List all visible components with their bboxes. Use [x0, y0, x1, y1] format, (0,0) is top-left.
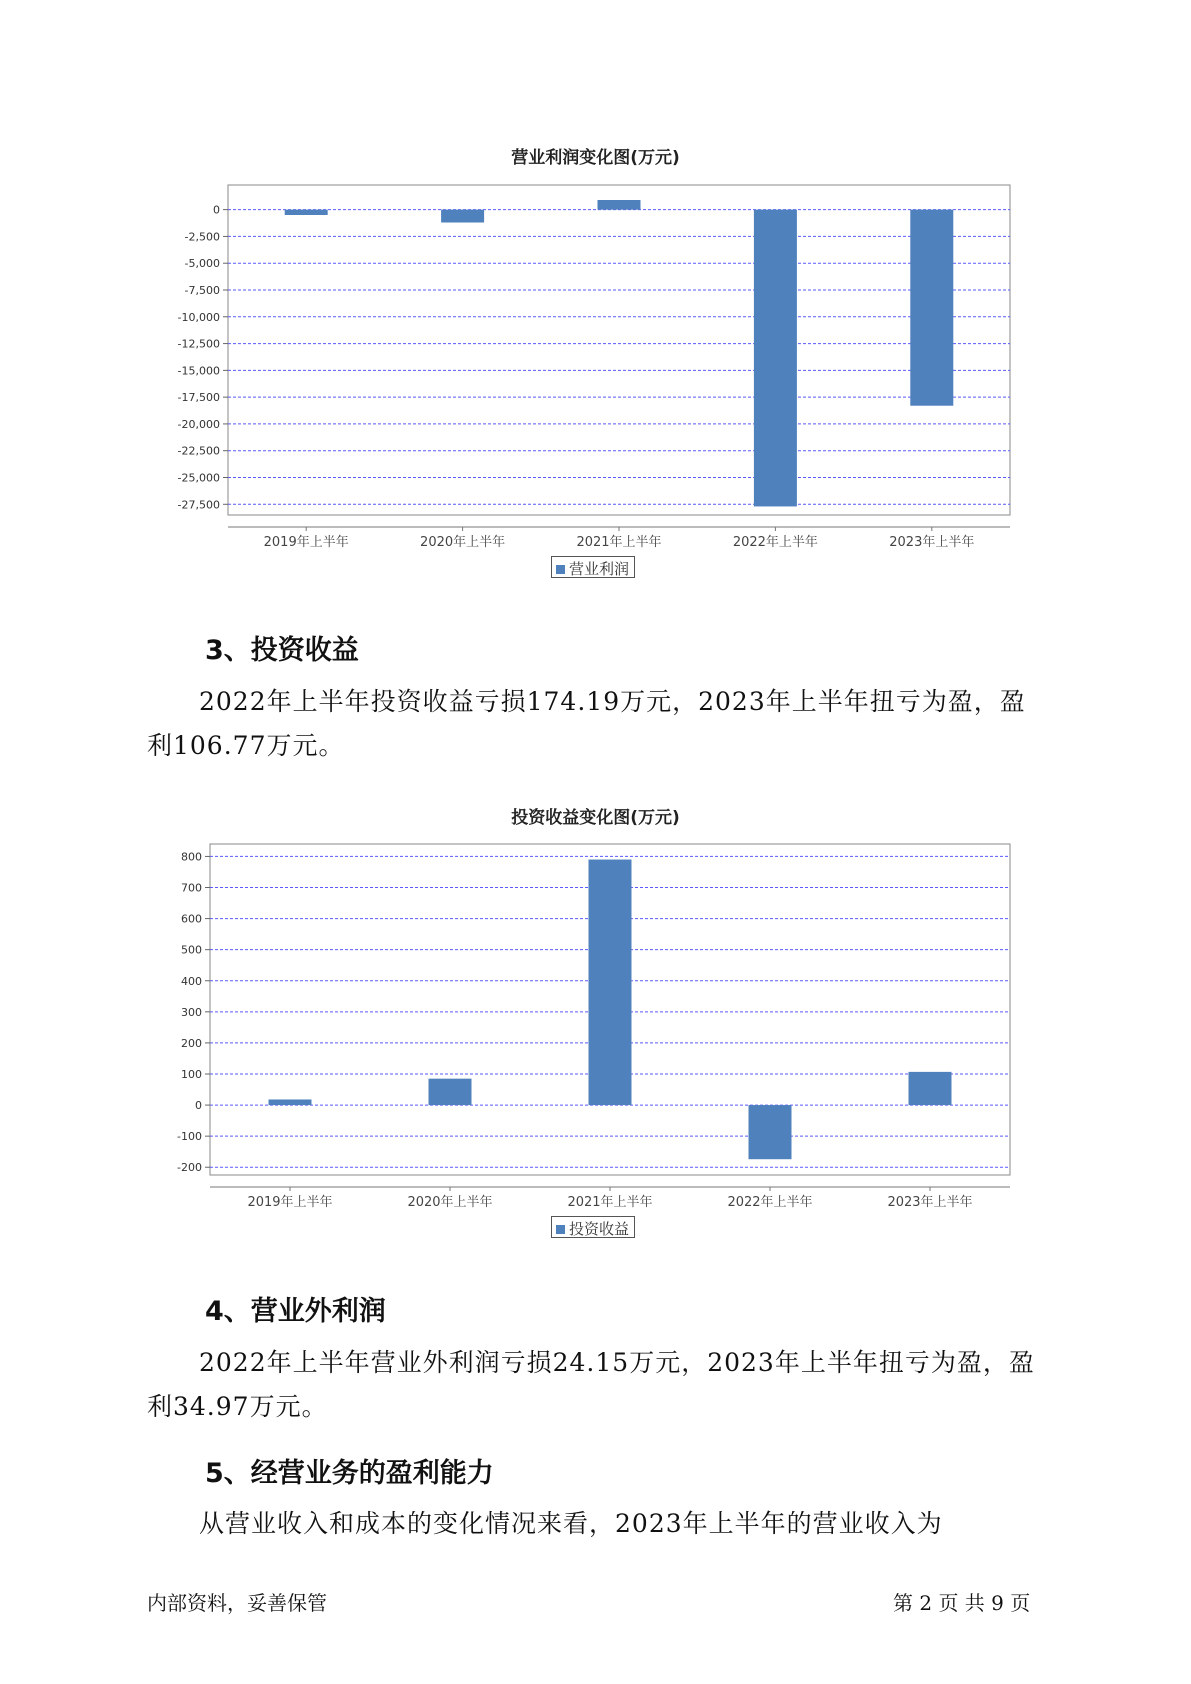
- invest-bar: [429, 1079, 472, 1105]
- profit-x-tick-label: 2020年上半年: [420, 535, 506, 550]
- profit-y-tick-label: -15,000: [177, 364, 220, 378]
- invest-y-tick-label: 100: [181, 1067, 202, 1081]
- invest-bar: [589, 860, 632, 1106]
- invest-y-tick-label: 0: [195, 1099, 202, 1113]
- profit-y-tick-label: -2,500: [184, 230, 220, 244]
- invest-chart-title: 投资收益变化图(万元): [511, 808, 680, 828]
- invest-legend-label: 投资收益: [569, 1220, 630, 1238]
- profit-x-tick-label: 2022年上半年: [732, 535, 818, 550]
- profit-y-tick-label: -25,000: [177, 471, 220, 485]
- section-3-line-2: 利106.77万元。: [147, 731, 345, 760]
- invest-y-tick-label: -200: [177, 1161, 202, 1175]
- profit-x-tick-label: 2021年上半年: [576, 535, 662, 550]
- invest-y-tick-label: 600: [181, 912, 202, 926]
- profit-y-tick-label: -22,500: [177, 444, 220, 458]
- invest-bar: [909, 1072, 952, 1105]
- invest-y-tick-label: 200: [181, 1036, 202, 1050]
- invest-x-tick-label: 2023年上半年: [887, 1195, 973, 1210]
- profit-y-tick-label: -17,500: [177, 391, 220, 405]
- profit-y-tick-label: -7,500: [184, 284, 220, 297]
- profit-legend-label: 营业利润: [569, 560, 630, 578]
- legend-swatch: [556, 1225, 565, 1234]
- section-3-heading: 3、投资收益: [205, 635, 359, 666]
- section-5-heading: 5、经营业务的盈利能力: [205, 1458, 494, 1489]
- section-5-paragraph: [147, 1502, 1067, 1546]
- profit-chart-title: 营业利润变化图(万元): [511, 148, 680, 168]
- invest-x-tick-label: 2021年上半年: [567, 1195, 653, 1210]
- footer-page-number: 第 2 页 共 9 页: [893, 1591, 1031, 1615]
- invest-x-tick-label: 2022年上半年: [727, 1195, 813, 1210]
- section-5-line-1: 从营业收入和成本的变化情况来看，2023年上半年的营业收入为: [199, 1509, 943, 1538]
- profit-y-tick-label: -5,000: [184, 257, 220, 271]
- profit-y-tick-label: -20,000: [177, 417, 220, 431]
- profit-y-tick-label: -12,500: [177, 337, 220, 351]
- section-3-line-1: 2022年上半年投资收益亏损174.19万元，2023年上半年扭亏为盈，盈: [199, 687, 1026, 716]
- section-4-heading: 4、营业外利润: [205, 1296, 386, 1327]
- section-4-paragraph: [147, 1341, 1067, 1429]
- profit-y-tick-label: 0: [213, 203, 220, 217]
- section-4-line-2: 利34.97万元。: [147, 1392, 328, 1421]
- invest-x-tick-label: 2020年上半年: [407, 1195, 493, 1210]
- section-4-line-1: 2022年上半年营业外利润亏损24.15万元，2023年上半年扭亏为盈，盈: [199, 1348, 1035, 1377]
- invest-y-tick-label: 700: [181, 881, 202, 895]
- invest-bar: [749, 1105, 792, 1159]
- invest-chart-legend: [551, 1216, 635, 1238]
- footer-left: 内部资料，妥善保管: [147, 1591, 327, 1615]
- profit-y-tick-label: -27,500: [177, 498, 220, 512]
- profit-y-tick-label: -10,000: [177, 310, 220, 324]
- invest-x-tick-label: 2019年上半年: [247, 1195, 333, 1210]
- invest-y-tick-label: 800: [181, 850, 202, 864]
- invest-y-tick-label: 300: [181, 1005, 202, 1019]
- invest-y-tick-label: -100: [177, 1130, 202, 1144]
- invest-y-tick-label: 400: [181, 974, 202, 988]
- profit-x-tick-label: 2023年上半年: [889, 535, 975, 550]
- invest-y-tick-label: 500: [181, 943, 202, 957]
- invest-bar: [269, 1099, 312, 1105]
- profit-x-tick-label: 2019年上半年: [263, 535, 349, 550]
